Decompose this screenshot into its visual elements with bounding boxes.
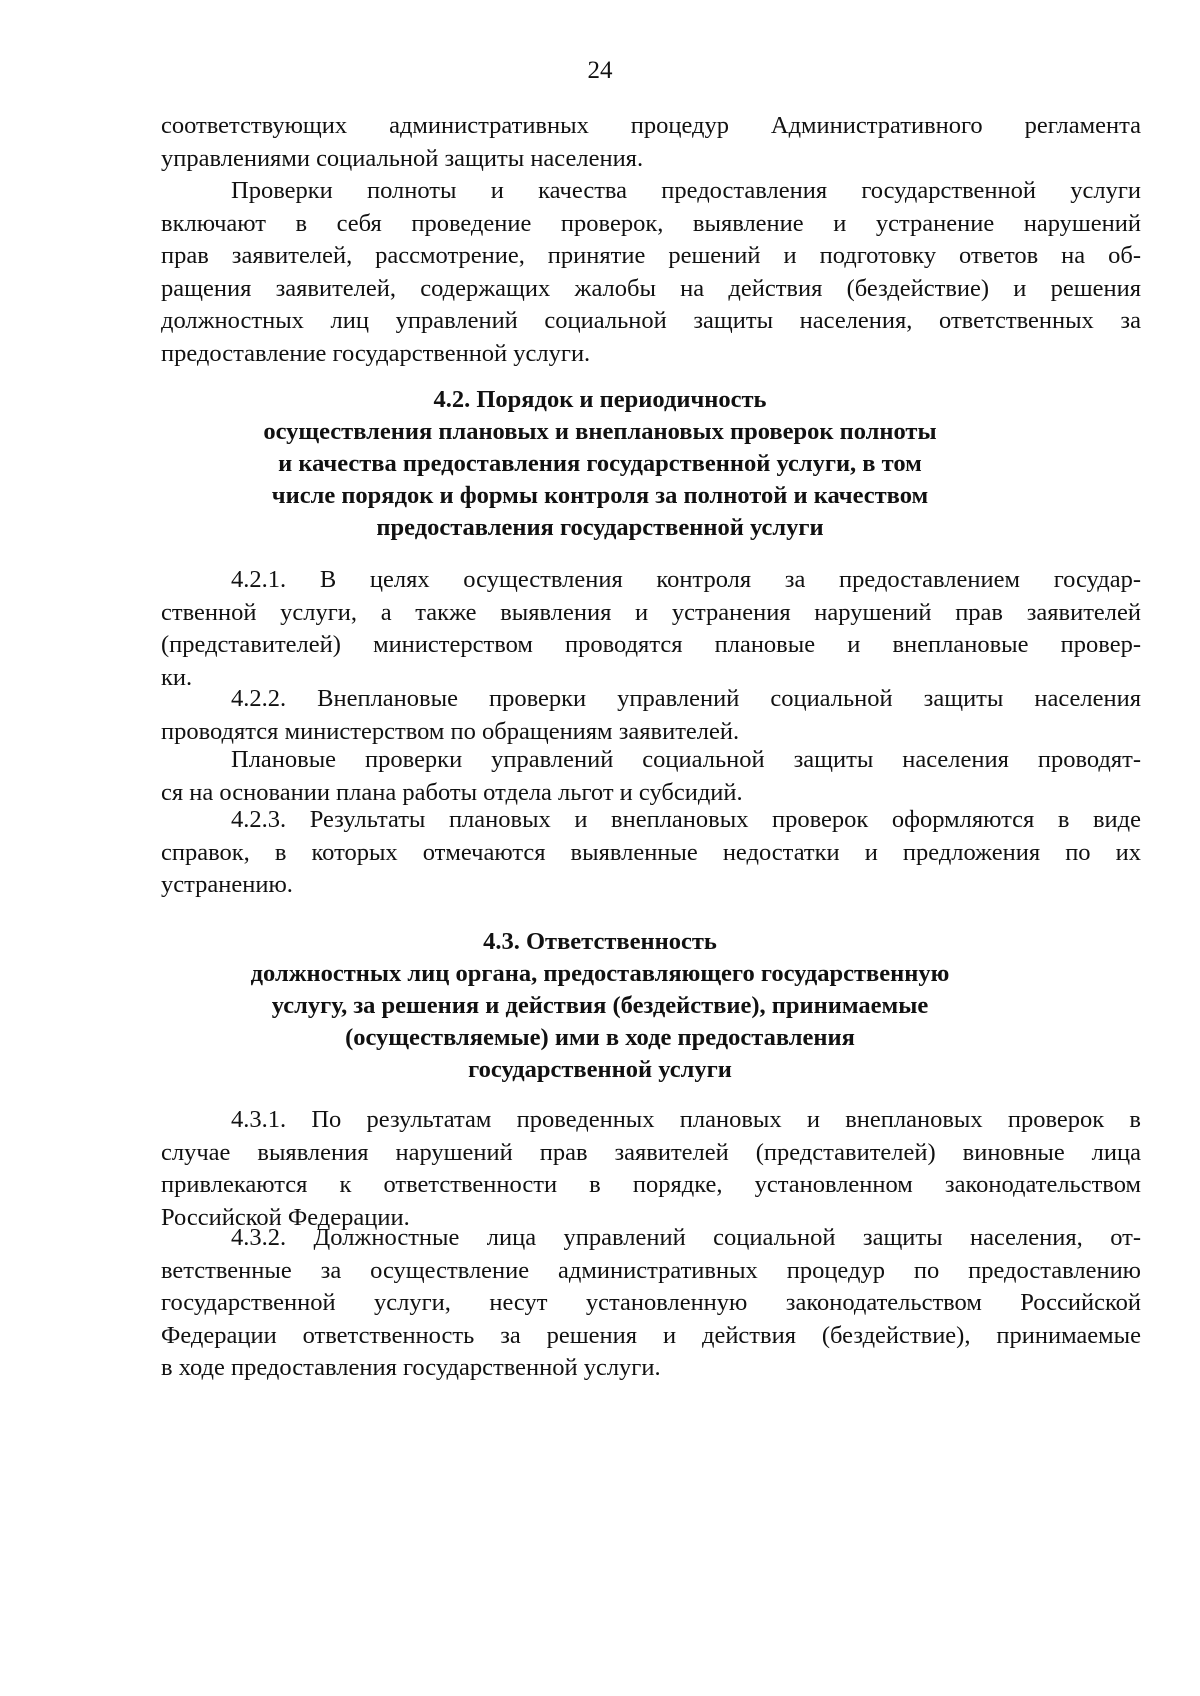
text-line: Проверки полноты и качества предоставления государственной услуги: [231, 177, 1141, 204]
text-line: включают в себя проведение проверок, выявление и устранение нарушений: [161, 209, 1141, 237]
section-4-2-heading: [0, 384, 1200, 544]
text-line: случае выявления нарушений прав заявителей (представителей) виновные лица: [161, 1138, 1141, 1166]
paragraph-4-2-3: [161, 804, 1141, 902]
heading-line: 4.2. Порядок и периодичность: [433, 386, 767, 413]
heading-line: государственной услуги: [468, 1056, 732, 1083]
text-line: должностных лиц управлений социальной защиты населения, ответственных за: [161, 307, 1141, 334]
heading-line: осуществления плановых и внеплановых проверок полноты: [263, 418, 937, 445]
heading-line: (осуществляемые) ими в ходе предоставления: [345, 1024, 855, 1051]
heading-line: 4.3. Ответственность: [483, 928, 717, 955]
heading-line: предоставления государственной услуги: [376, 514, 824, 541]
paragraph-4-3-2: [161, 1222, 1141, 1385]
heading-line: должностных лиц органа, предоставляющего государственную: [250, 960, 950, 987]
text-line: ращения заявителей, содержащих жалобы на действия (бездействие) и решения: [161, 274, 1141, 302]
text-line: 4.2.2. Внеплановые проверки управлений социальной защиты населения: [231, 685, 1141, 712]
paragraph-4-2-1: [161, 564, 1141, 694]
text-line: 4.2.1. В целях осуществления контроля за предоставлением государ-: [231, 566, 1141, 593]
text-line: справок, в которых отмечаются выявленные недостатки и предложения по их: [161, 838, 1141, 866]
text-line: 4.3.1. По результатам проведенных плановых и внеплановых проверок в: [231, 1106, 1141, 1133]
text-line: 4.2.3. Результаты плановых и внеплановых проверок оформляются в виде: [231, 806, 1141, 833]
text-line: в ходе предоставления государственной услуги.: [161, 1354, 661, 1381]
heading-line: числе порядок и формы контроля за полнотой и качеством: [271, 482, 929, 509]
text-line: государственной услуги, несут установленную законодательством Российской: [161, 1289, 1141, 1316]
paragraph-4-2-2: [161, 683, 1141, 748]
text-line: проводятся министерством по обращениям заявителей.: [161, 717, 740, 745]
checks-paragraph: [161, 175, 1141, 370]
text-line: 4.3.2. Должностные лица управлений социальной защиты населения, от-: [231, 1224, 1141, 1251]
text-line: прав заявителей, рассмотрение, принятие решений и подготовку ответов на об-: [161, 242, 1141, 269]
section-4-3-heading: [0, 926, 1200, 1086]
paragraph-planned-checks: [161, 744, 1141, 809]
page-number: 24: [587, 57, 613, 84]
text-line: управлениями социальной защиты населения.: [161, 144, 644, 172]
text-line: устранению.: [161, 871, 293, 898]
text-line: Федерации ответственность за решения и действия (бездействие), принимаемые: [161, 1321, 1141, 1349]
heading-line: и качества предоставления государственной услуги, в том: [278, 450, 922, 477]
text-line: (представителей) министерством проводятся плановые и внеплановые провер-: [161, 631, 1141, 658]
text-line: Плановые проверки управлений социальной защиты населения проводят-: [231, 746, 1141, 773]
text-line: предоставление государственной услуги.: [161, 339, 591, 367]
heading-line: услугу, за решения и действия (бездействие), принимаемые: [271, 992, 929, 1019]
text-line: ственной услуги, а также выявления и устранения нарушений прав заявителей: [161, 598, 1141, 626]
intro-paragraph: [161, 110, 1141, 175]
text-line: соответствующих административных процедур Административного регламента: [161, 112, 1141, 139]
text-line: привлекаются к ответственности в порядке, установленном законодательством: [161, 1171, 1141, 1198]
text-line: ки.: [161, 663, 193, 691]
paragraph-4-3-1: [161, 1104, 1141, 1234]
text-line: ся на основании плана работы отдела льгот и субсидий.: [161, 778, 743, 806]
text-line: ветственные за осуществление административных процедур по предоставлению: [161, 1256, 1141, 1284]
text-line: Российской Федерации.: [161, 1203, 410, 1231]
